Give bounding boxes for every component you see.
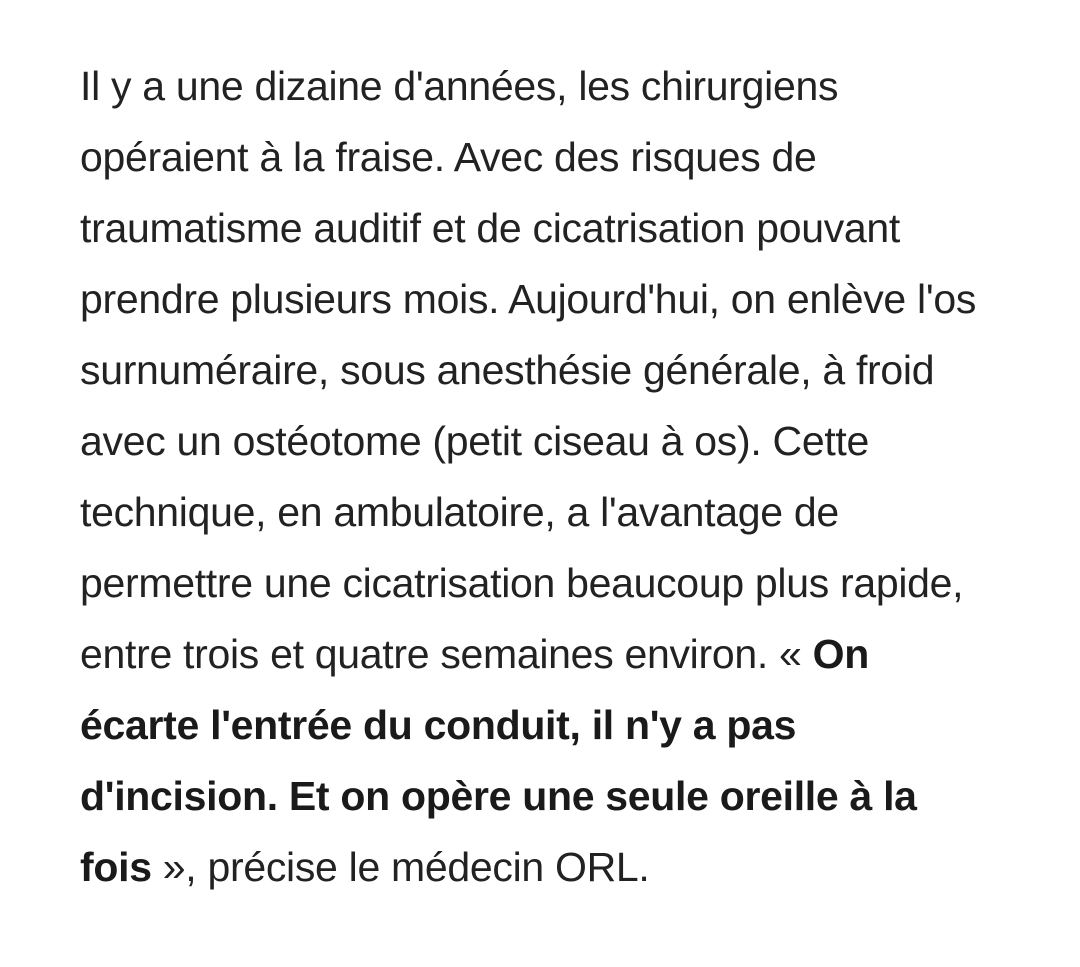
article-paragraph <box>80 51 990 903</box>
paragraph-text-attribution: », précise le médecin ORL. <box>151 844 650 890</box>
paragraph-text-intro: Il y a une dizaine d'années, les chirurgiens opéraient à la fraise. Avec des risques de traumatisme auditif et de cicatrisation pouvant prendre plusieurs mois. Aujourd'hui, on enlève l'os surnuméraire, sous anesthésie générale, à froid avec un ostéotome (petit ciseau à os). Cette technique, en ambulatoire, a l'avantage de permettre une cicatrisation beaucoup plus rapide, entre trois et quatre semaines environ. « <box>80 63 977 677</box>
quote-bold: On écarte l'entrée du conduit, il n'y a pas d'incision. Et on opère une seule oreille à la fois <box>80 631 917 890</box>
